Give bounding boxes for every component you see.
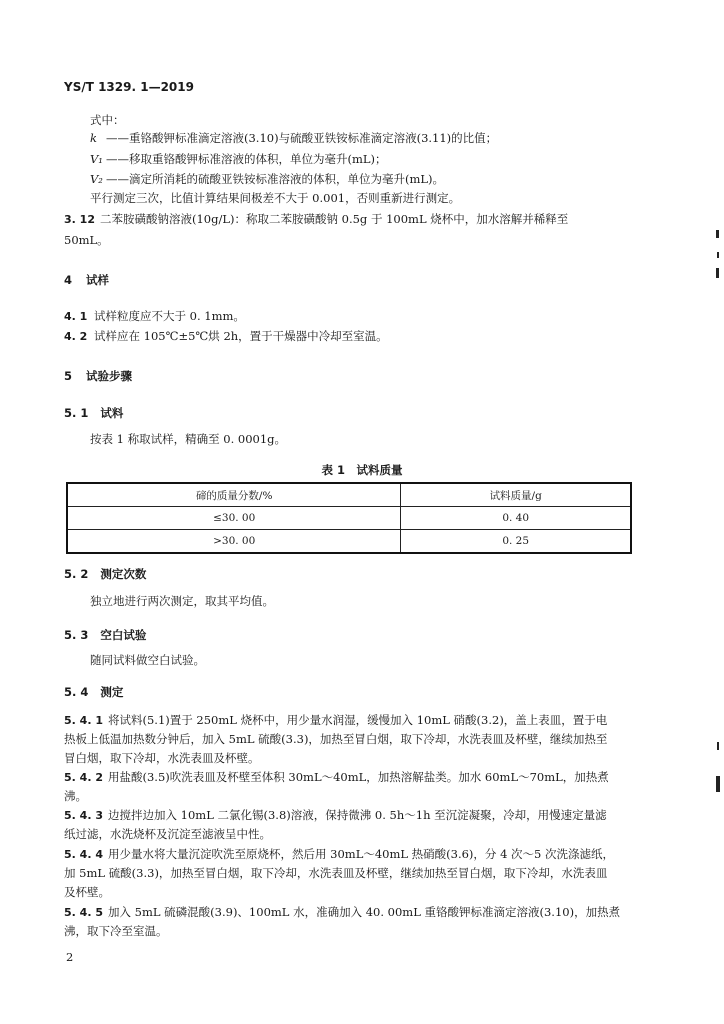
subsection-5-3-heading (64, 627, 146, 643)
subsection-5-4-heading (64, 684, 123, 700)
scan-mark (717, 742, 719, 750)
section-number: 5. 3 (64, 628, 89, 642)
clause-text: 将试料(5.1)置于 250mL 烧杯中，用少量水润湿，缓慢加入 10mL 硝酸(3.2)，盖上表皿，置于电 (108, 713, 608, 727)
var-symbol: k (90, 131, 97, 145)
clause-number: 5. 4. 1 (64, 714, 103, 727)
page-number: 2 (66, 950, 74, 964)
table-cell: >30. 00 (67, 530, 401, 554)
clause-text: 边搅拌边加入 10mL 二氯化锡(3.8)溶液，保持微沸 0. 5h～1h 至沉淀凝聚，冷却，用慢速定量滤 (108, 808, 607, 822)
legend-row-v1 (90, 152, 387, 167)
table-cell: 0. 40 (401, 507, 631, 530)
var-symbol: V₁ (90, 152, 103, 166)
var-desc: ——滴定所消耗的硫酸亚铁铵标准溶液的体积，单位为毫升(mL)。 (106, 172, 445, 186)
clause-5-4-1 (64, 713, 607, 728)
clause-text: 加入 5mL 硫磷混酸(3.9)、100mL 水，准确加入 40. 00mL 重铬酸钾标准滴定溶液(3.10)，加热煮 (108, 905, 621, 919)
sample-mass-table (66, 482, 632, 554)
table-caption: 表 1 试料质量 (321, 463, 403, 477)
legend-row-k (90, 131, 497, 146)
clause-text: 试样应在 105℃±5℃烘 2h，置于干燥器中冷却至室温。 (94, 329, 388, 343)
clause-3-12 (64, 212, 568, 227)
section-title: 测定 (100, 685, 124, 699)
var-symbol: V₂ (90, 172, 103, 186)
scan-mark (717, 252, 719, 258)
clause-5-4-5-line2: 沸，取下冷至室温。 (64, 924, 168, 938)
standard-number: YS/T 1329. 1—2019 (64, 80, 194, 94)
section-number: 5. 1 (64, 406, 89, 420)
section-title: 试样 (86, 273, 110, 287)
clause-5-4-3 (64, 808, 607, 823)
clause-5-1-text: 按表 1 称取试样，精确至 0. 0001g。 (90, 432, 287, 446)
var-desc: ——重铬酸钾标准滴定溶液(3.10)与硫酸亚铁铵标准滴定溶液(3.11)的比值； (106, 131, 498, 145)
clause-number: 5. 4. 2 (64, 771, 103, 784)
clause-5-4-1-line3: 冒白烟，取下冷却，水洗表皿及杯壁。 (64, 751, 260, 765)
clause-text: 二苯胺磺酸钠溶液(10g/L)：称取二苯胺磺酸钠 0.5g 于 100mL 烧杯中，加水溶解并稀释至 (100, 212, 569, 226)
clause-5-4-2-line2: 沸。 (64, 789, 87, 803)
parallel-note: 平行测定三次，比值计算结果间极差不大于 0.001，否则重新进行测定。 (90, 191, 461, 205)
clause-4-1 (64, 309, 245, 324)
scan-mark (716, 268, 719, 278)
clause-number: 4. 1 (64, 310, 88, 323)
table-cell: ≤30. 00 (67, 507, 401, 530)
clause-number: 5. 4. 5 (64, 906, 103, 919)
table-row (67, 507, 631, 530)
section-title: 试验步骤 (86, 369, 133, 383)
clause-number: 5. 4. 3 (64, 809, 103, 822)
scan-mark (716, 230, 719, 238)
var-desc: ——移取重铬酸钾标准溶液的体积，单位为毫升(mL)； (106, 152, 387, 166)
section-title: 空白试验 (100, 628, 147, 642)
table-header-cell: 碲的质量分数/% (67, 483, 401, 507)
section-number: 4 (64, 273, 73, 287)
table-header-row (67, 483, 631, 507)
clause-5-4-2 (64, 770, 609, 785)
clause-5-4-5 (64, 905, 620, 920)
clause-number: 5. 4. 4 (64, 848, 103, 861)
table-cell: 0. 25 (401, 530, 631, 554)
clause-5-4-3-line2: 纸过滤，水洗烧杯及沉淀至滤液呈中性。 (64, 827, 271, 841)
clause-text: 试样粒度应不大于 0. 1mm。 (94, 309, 245, 323)
subsection-5-1-heading (64, 405, 123, 421)
legend-row-v2 (90, 172, 444, 187)
section-number: 5 (64, 369, 73, 383)
clause-number: 4. 2 (64, 330, 88, 343)
clause-5-3-text: 随同试料做空白试验。 (90, 653, 205, 667)
clause-5-4-4-line2: 加 5mL 硫酸(3.3)，加热至冒白烟，取下冷却，水洗表皿及杯壁，继续加热至冒白烟，取下冷却，水洗表皿 (64, 866, 608, 880)
clause-text: 用盐酸(3.5)吹洗表皿及杯壁至体积 30mL～40mL，加热溶解盐类。加水 60mL～70mL，加热煮 (108, 770, 609, 784)
section-number: 5. 4 (64, 685, 89, 699)
section-5-heading (64, 368, 132, 384)
subsection-5-2-heading (64, 566, 146, 582)
clause-5-2-text: 独立地进行两次测定，取其平均值。 (90, 594, 274, 608)
section-4-heading (64, 272, 109, 288)
table-row (67, 530, 631, 554)
section-number: 5. 2 (64, 567, 89, 581)
clause-5-4-4 (64, 847, 614, 862)
section-title: 试料 (100, 406, 124, 420)
section-title: 测定次数 (100, 567, 147, 581)
clause-text: 用少量水将大量沉淀吹洗至原烧杯，然后用 30mL～40mL 热硝酸(3.6)，分 4 次～5 次洗涤滤纸， (108, 847, 615, 861)
clause-4-2 (64, 329, 388, 344)
table-header-cell: 试料质量/g (401, 483, 631, 507)
formula-intro: 式中： (90, 113, 125, 127)
clause-number: 3. 12 (64, 213, 95, 226)
scan-mark (716, 776, 720, 792)
clause-5-4-1-line2: 热板上低温加热数分钟后，加入 5mL 硫酸(3.3)，加热至冒白烟，取下冷却，水洗表皿及杯壁，继续加热至 (64, 732, 608, 746)
clause-3-12-cont: 50mL。 (64, 233, 109, 247)
clause-5-4-4-line3: 及杯壁。 (64, 885, 110, 899)
